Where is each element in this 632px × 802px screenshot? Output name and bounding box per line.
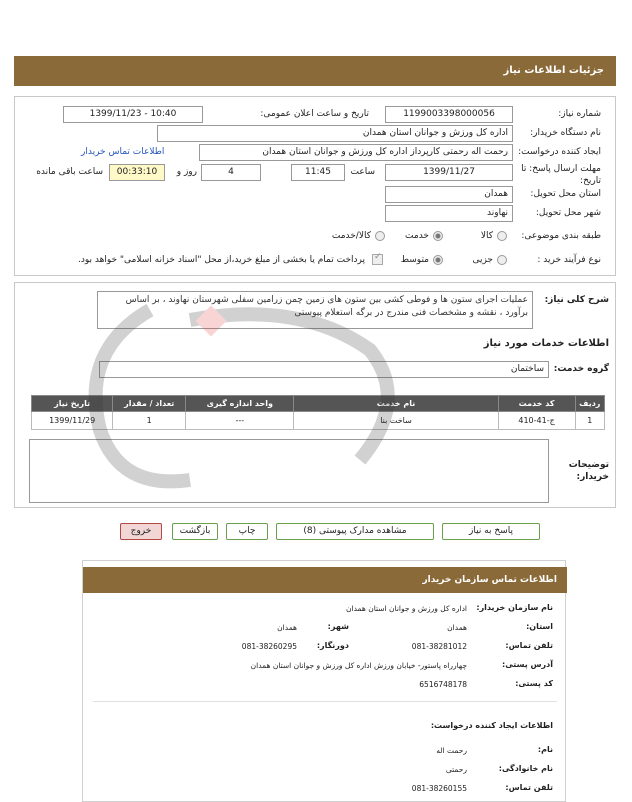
cell-unit: ---: [186, 412, 294, 430]
need-info-card: [14, 96, 616, 276]
contact-province-label: استان:: [526, 622, 553, 631]
buyer-contact-link[interactable]: اطلاعات تماس خریدار: [81, 147, 165, 157]
creator-phone-value: 081-38260155: [411, 784, 467, 793]
creator-family-value: رحمتی: [445, 765, 467, 774]
cell-date: 1399/11/29: [32, 412, 113, 430]
remaining-label: ساعت باقی مانده: [36, 167, 103, 177]
creator-phone-label: تلفن تماس:: [505, 783, 553, 792]
category-radio-goods-service[interactable]: [375, 231, 385, 241]
back-button[interactable]: بازگشت: [172, 523, 218, 540]
contact-city-value: همدان: [277, 623, 297, 632]
col-name-header: نام خدمت: [294, 396, 498, 412]
creator-name-label: نام:: [537, 745, 553, 754]
process-radio-minor[interactable]: [497, 255, 507, 265]
service-group-field: ساختمان: [99, 361, 549, 378]
cell-quantity: 1: [113, 412, 186, 430]
services-title: اطلاعات خدمات مورد نیاز: [483, 338, 609, 349]
creator-label: ایجاد کننده درخواست:: [518, 147, 601, 157]
creator-field: رحمت اله رحمتی کارپرداز اداره کل ورزش و جوانان استان همدان: [199, 144, 513, 161]
table-header-row: [32, 396, 605, 412]
page-title: جزئیات اطلاعات نیاز: [503, 65, 604, 76]
city-label: شهر محل تحویل:: [535, 208, 601, 218]
contact-fax-label: دورنگار:: [316, 641, 349, 650]
announce-field: 1399/11/23 - 10:40: [63, 106, 203, 123]
category-label: طبقه بندی موضوعی:: [521, 231, 601, 241]
deadline-date-field: 1399/11/27: [385, 164, 513, 181]
cell-code: ج-41-410: [498, 412, 575, 430]
service-group-label: گروه خدمت:: [553, 364, 609, 374]
days-field: 4: [201, 164, 261, 181]
description-textarea: عملیات اجرای ستون ها و فوطی کشی بین ستون های زمین چمن زرامین سفلی شهرستان نهاوند ، بر اساس برآورد ، نقشه و مشخصات فنی مندرج در برگه استعلام پیوستی: [97, 291, 533, 329]
buyer-notes-label: توضیحات خریدار:: [568, 460, 609, 482]
category-option-goods: کالا: [480, 231, 493, 241]
deadline-label: مهلت ارسال پاسخ: تا تاریخ:: [521, 164, 601, 186]
buyer-field: اداره کل ورزش و جوانان استان همدان: [157, 125, 513, 142]
contact-address-value: چهارراه پاستور- خیابان ورزش اداره کل ورزش و جوانان استان همدان: [250, 661, 467, 670]
need-description-card: [14, 282, 616, 508]
services-table: [31, 395, 605, 430]
cell-row: 1: [575, 412, 604, 430]
buyer-notes-textarea: [29, 439, 549, 503]
process-radio-medium[interactable]: [433, 255, 443, 265]
province-field: همدان: [385, 186, 513, 203]
col-unit-header: واحد اندازه گیری: [186, 396, 294, 412]
payment-note: پرداخت تمام یا بخشی از مبلغ خرید،از محل "اسناد خزانه اسلامی" خواهد بود.: [77, 255, 365, 265]
contact-postal-value: 6516748178: [419, 680, 467, 689]
creator-family-label: نام خانوادگی:: [498, 764, 553, 773]
contact-panel: [82, 560, 566, 802]
contact-city-label: شهر:: [327, 622, 349, 631]
creator-section-title: اطلاعات ایجاد کننده درخواست:: [430, 721, 553, 730]
exit-button[interactable]: خروج: [120, 523, 162, 540]
contact-org-value: اداره کل ورزش و جوانان استان همدان: [346, 604, 467, 613]
buyer-label: نام دستگاه خریدار:: [530, 128, 601, 138]
treasury-checkbox[interactable]: [372, 254, 383, 265]
category-radio-goods[interactable]: [497, 231, 507, 241]
print-button[interactable]: چاپ: [226, 523, 268, 540]
view-documents-button[interactable]: مشاهده مدارک پیوستی (8): [276, 523, 434, 540]
table-row[interactable]: [32, 412, 605, 430]
city-field: نهاوند: [385, 205, 513, 222]
col-row-header: ردیف: [575, 396, 604, 412]
cell-name: ساخت بنا: [294, 412, 498, 430]
contact-org-label: نام سازمان خریدار:: [476, 603, 553, 612]
contact-postal-label: کد پستی:: [515, 679, 553, 688]
col-code-header: کد خدمت: [498, 396, 575, 412]
deadline-time-label: ساعت: [350, 167, 375, 177]
contact-divider: [93, 701, 557, 702]
col-quantity-header: تعداد / مقدار: [113, 396, 186, 412]
creator-name-value: رحمت اله: [436, 746, 467, 755]
contact-phone-label: تلفن تماس:: [505, 641, 553, 650]
contact-address-label: آدرس پستی:: [502, 660, 553, 669]
deadline-time-field: 11:45: [291, 164, 345, 181]
page-header: [14, 56, 616, 86]
reply-button[interactable]: پاسخ به نیاز: [442, 523, 540, 540]
category-option-goods-service: کالا/خدمت: [331, 231, 371, 241]
category-option-service: خدمت: [405, 231, 429, 241]
need-number-label: شماره نیاز:: [558, 109, 601, 119]
contact-fax-value: 081-38260295: [241, 642, 297, 651]
need-number-field: 1199003398000056: [385, 106, 513, 123]
contact-title: اطلاعات تماس سازمان خریدار: [83, 567, 567, 593]
process-option-medium: متوسط: [400, 255, 429, 265]
process-label: نوع فرآیند خرید :: [537, 255, 601, 265]
remaining-time-field: 00:33:10: [109, 164, 165, 181]
col-date-header: تاریخ نیاز: [32, 396, 113, 412]
category-radio-service[interactable]: [433, 231, 443, 241]
contact-province-value: همدان: [447, 623, 467, 632]
description-label: شرح کلی نیاز:: [544, 295, 609, 305]
contact-phone-value: 081-38281012: [411, 642, 467, 651]
announce-label: تاریخ و ساعت اعلان عمومی:: [260, 109, 369, 119]
process-option-minor: جزیی: [472, 255, 493, 265]
days-label: روز و: [176, 167, 197, 177]
province-label: استان محل تحویل:: [530, 189, 601, 199]
